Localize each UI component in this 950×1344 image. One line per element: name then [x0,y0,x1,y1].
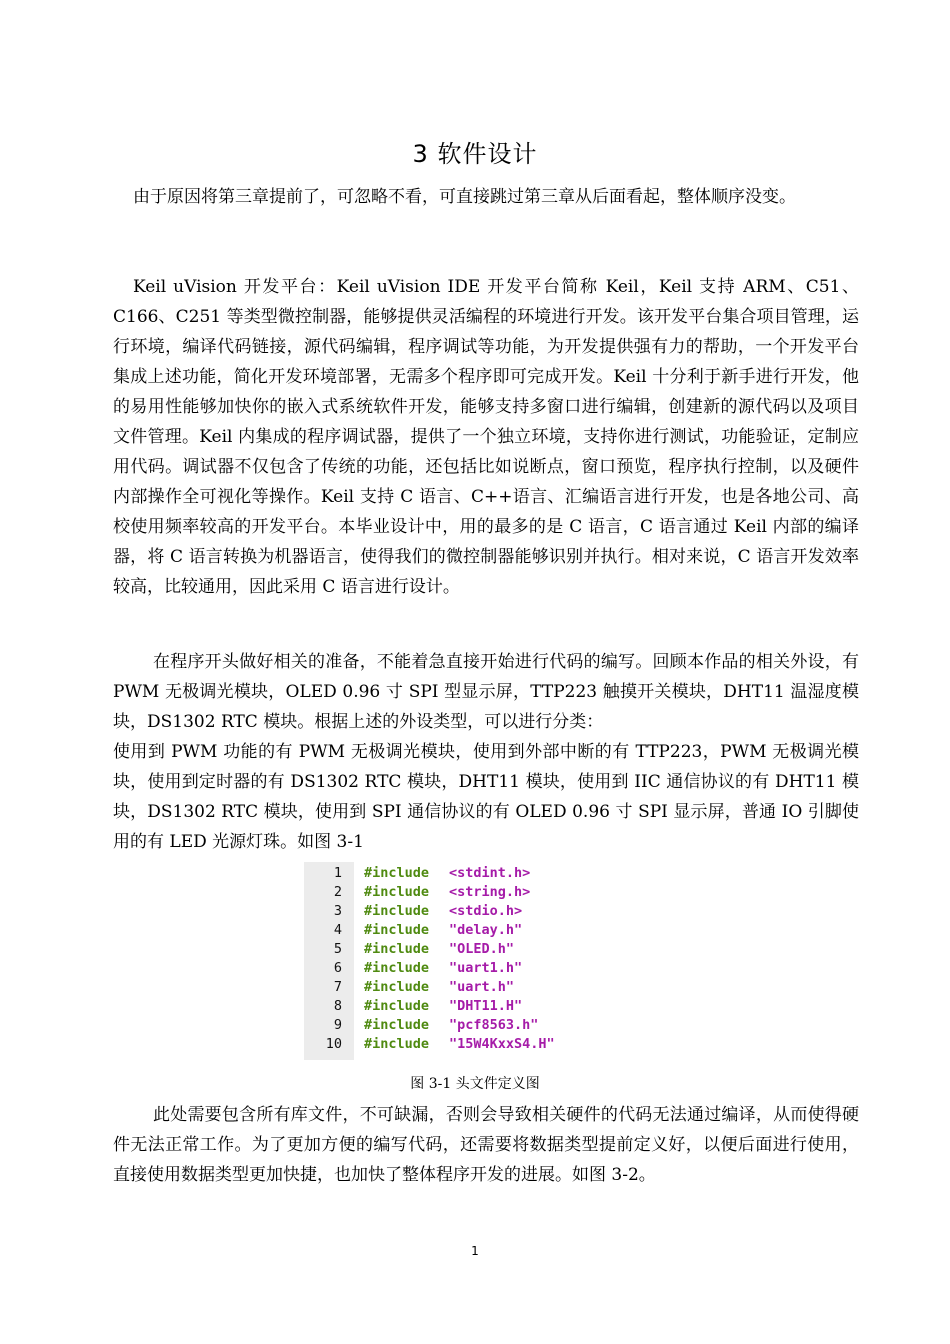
paragraph-classification: 使用到 PWM 功能的有 PWM 无极调光模块，使用到外部中断的有 TTP223，PWM 无极调光模块，使用到定时器的有 DS1302 RTC 模块，DHT11 模块，使用到 IIC 通信协议的有 DHT11 模块，DS1302 RTC 模块，使用到 SPI 通信协议的有 OLED 0.96 寸 SPI 显示屏，普通 IO 引脚使用的有 LED 光源灯珠。如图 3-1 [113,742,859,852]
line-number: 8 [333,998,342,1014]
line-number: 6 [333,960,342,976]
include-file: "uart1.h" [449,960,523,976]
line-number: 4 [333,922,342,938]
line-number: 5 [333,941,342,957]
code-line [304,997,578,1016]
code-line [304,864,578,883]
paragraph-includes-explanation: 此处需要包含所有库文件，不可缺漏，否则会导致相关硬件的代码无法通过编译，从而使得硬件无法正常工作。为了更加方便的编写代码，还需要将数据类型提前定义好，以便后面进行使用，直接使用数据类型更加快捷，也加快了整体程序开发的进展。如图 3-2。 [113,1105,859,1185]
paragraph-intro-note: 由于原因将第三章提前了，可忽略不看，可直接跳过第三章从后面看起，整体顺序没变。 [133,187,796,207]
include-file: <stdint.h> [449,865,531,881]
include-keyword: #include [364,960,430,976]
line-number: 3 [333,903,342,919]
line-number: 1 [333,865,342,881]
include-keyword: #include [364,1036,430,1052]
line-number: 9 [333,1017,342,1033]
figure-caption: 图 3-1 头文件定义图 [410,1076,540,1092]
include-keyword: #include [364,865,430,881]
include-file: "DHT11.H" [449,998,523,1014]
include-keyword: #include [364,922,430,938]
page-number: 1 [471,1244,479,1258]
include-file: "uart.h" [449,979,515,995]
include-keyword: #include [364,979,430,995]
include-file: <string.h> [449,884,531,900]
code-line [304,940,578,959]
line-number: 10 [325,1036,342,1052]
include-keyword: #include [364,1017,430,1033]
code-line [304,1035,578,1054]
code-line [304,902,578,921]
code-line [304,959,578,978]
include-file: "15W4KxxS4.H" [449,1036,555,1052]
include-file: <stdio.h> [449,903,523,919]
include-file: "delay.h" [449,922,523,938]
line-number: 7 [333,979,342,995]
include-keyword: #include [364,941,430,957]
line-number: 2 [333,884,342,900]
include-keyword: #include [364,903,430,919]
code-line [304,921,578,940]
chapter-title: 3 软件设计 [412,140,538,168]
include-file: "pcf8563.h" [449,1017,539,1033]
include-keyword: #include [364,884,430,900]
code-line [304,978,578,997]
code-line [304,883,578,902]
code-figure-includes [304,862,578,1060]
paragraph-peripherals: 在程序开头做好相关的准备，不能着急直接开始进行代码的编写。回顾本作品的相关外设，有 PWM 无极调光模块，OLED 0.96 寸 SPI 型显示屏，TTP223 触摸开关模块，DHT11 温湿度模块，DS1302 RTC 模块。根据上述的外设类型，可以进行分类： [113,652,859,732]
code-line [304,1016,578,1035]
include-keyword: #include [364,998,430,1014]
paragraph-keil-description: Keil uVision 开发平台：Keil uVision IDE 开发平台简称 Keil，Keil 支持 ARM、C51、C166、C251 等类型微控制器，能够提供灵活编程的环境进行开发。该开发平台集合项目管理，运行环境，编译代码链接，源代码编辑，程序调试等功能，为开发提供强有力的帮助，一个开发平台集成上述功能，简化开发环境部署，无需多个程序即可完成开发。Keil 十分利于新手进行开发，他的易用性能够加快你的嵌入式系统软件开发，能够支持多窗口进行编辑，创建新的源代码以及项目文件管理。Keil 内集成的程序调试器，提供了一个独立环境，支持你进行测试，功能验证，定制应用代码。调试器不仅包含了传统的功能，还包括比如说断点，窗口预览，程序执行控制，以及硬件内部操作全可视化等操作。Keil 支持 C 语言、C++语言、汇编语言进行开发，也是各地公司、高校使用频率较高的开发平台。本毕业设计中，用的最多的是 C 语言，C 语言通过 Keil 内部的编译器，将 C 语言转换为机器语言，使得我们的微控制器能够识别并执行。相对来说，C 语言开发效率较高，比较通用，因此采用 C 语言进行设计。 [113,277,859,597]
include-file: "OLED.h" [449,941,515,957]
